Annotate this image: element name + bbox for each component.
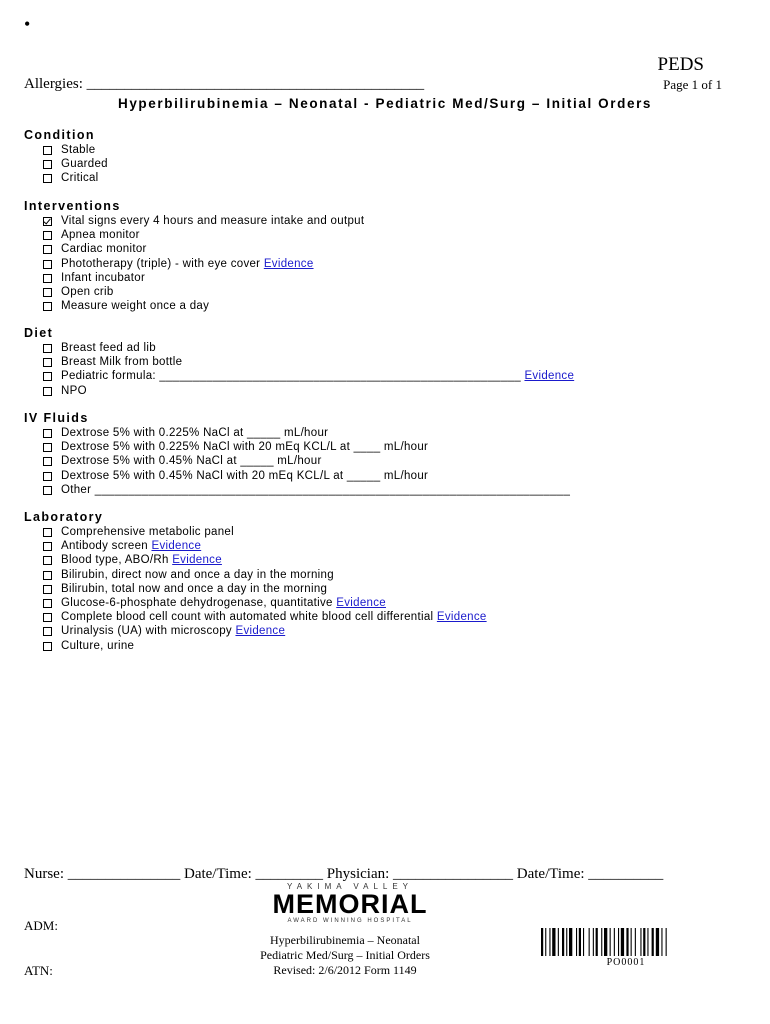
evidence-link[interactable]: Evidence [235, 625, 286, 638]
item-label: Dextrose 5% with 0.225% NaCl at _____ mL/hour [61, 427, 329, 439]
order-item[interactable] [24, 568, 487, 582]
checkbox[interactable] [43, 358, 52, 367]
checkbox[interactable] [43, 174, 52, 183]
barcode-text: PO0001 [606, 957, 646, 968]
checkbox[interactable] [43, 245, 52, 254]
item-label: Infant incubator [61, 271, 146, 284]
item-label: Glucose-6-phosphate dehydrogenase, quantitative [61, 596, 337, 609]
checkbox[interactable] [43, 528, 52, 537]
checkbox[interactable] [43, 486, 52, 495]
form-revision-line: Revised: 2/6/2012 Form 1149 [273, 963, 417, 977]
logo-main-text: MEMORIAL [272, 889, 428, 919]
section-title: Condition [24, 128, 95, 142]
checkbox[interactable] [43, 571, 52, 580]
checkbox[interactable] [43, 260, 52, 269]
checkbox[interactable] [43, 344, 52, 353]
item-label: Pediatric formula: ______________________________________________________ [61, 370, 525, 383]
checkbox[interactable] [43, 599, 52, 608]
atn-label: ATN: [24, 963, 53, 978]
bullet-mark: • [24, 14, 31, 34]
section-title: IV Fluids [24, 411, 89, 425]
item-label: Other _______________________________________________________________________ [61, 483, 571, 496]
interventions-section [24, 198, 364, 313]
checkbox[interactable] [43, 146, 52, 155]
order-item[interactable] [24, 355, 574, 369]
checkbox[interactable] [43, 627, 52, 636]
item-label: Urinalysis (UA) with microscopy [61, 625, 236, 638]
item-label: Cardiac monitor [61, 243, 147, 256]
item-label: Measure weight once a day [61, 300, 210, 313]
order-item[interactable] [24, 582, 487, 596]
order-item[interactable] [24, 214, 364, 228]
checkbox[interactable] [43, 387, 52, 396]
order-item[interactable] [24, 454, 570, 468]
hospital-logo [270, 882, 430, 924]
adm-label: ADM: [24, 918, 58, 933]
department-label: PEDS [657, 54, 704, 75]
checkbox[interactable] [43, 542, 52, 551]
order-item[interactable] [24, 228, 364, 242]
order-item[interactable] [24, 143, 108, 157]
evidence-link[interactable]: Evidence [336, 596, 386, 609]
order-item[interactable] [24, 299, 364, 313]
checkbox[interactable] [43, 443, 52, 452]
page-number: Page 1 of 1 [663, 77, 722, 92]
form-info [230, 933, 460, 978]
order-item[interactable] [24, 257, 364, 271]
checkbox[interactable] [43, 274, 52, 283]
item-label: NPO [61, 384, 87, 397]
laboratory-section [24, 509, 487, 653]
order-item[interactable] [24, 341, 574, 355]
checkbox[interactable] [43, 231, 52, 240]
checkbox-checked[interactable] [43, 217, 52, 226]
checkbox[interactable] [43, 472, 52, 481]
item-label: Antibody screen [61, 540, 152, 553]
item-label: Critical [61, 172, 99, 185]
order-item[interactable] [24, 553, 487, 567]
checkbox[interactable] [43, 288, 52, 297]
form-title-line: Hyperbilirubinemia – Neonatal [270, 933, 420, 947]
checkbox[interactable] [43, 372, 52, 381]
diet-section [24, 325, 574, 398]
item-label: Dextrose 5% with 0.45% NaCl with 20 mEq KCL/L at _____ mL/hour [61, 469, 429, 482]
order-item[interactable] [24, 610, 487, 624]
order-item[interactable] [24, 242, 364, 256]
item-label: Stable [61, 144, 96, 156]
section-title: Interventions [24, 199, 121, 213]
checkbox[interactable] [43, 429, 52, 438]
order-item[interactable] [24, 483, 570, 497]
signature-line[interactable]: Nurse: _______________ Date/Time: _________ Physician: ________________ Date/Time: __________ [24, 866, 664, 882]
checkbox[interactable] [43, 457, 52, 466]
checkbox[interactable] [43, 642, 52, 651]
item-label: Bilirubin, total now and once a day in the morning [61, 582, 328, 595]
order-item[interactable] [24, 157, 108, 171]
item-label: Dextrose 5% with 0.225% NaCl with 20 mEq KCL/L at ____ mL/hour [61, 441, 429, 454]
item-label: Breast feed ad lib [61, 342, 156, 354]
order-item[interactable] [24, 469, 570, 483]
order-item[interactable] [24, 525, 487, 539]
item-label: Culture, urine [61, 639, 135, 652]
checkbox[interactable] [43, 613, 52, 622]
evidence-link[interactable]: Evidence [151, 540, 202, 553]
form-subtitle-line: Pediatric Med/Surg – Initial Orders [260, 948, 430, 962]
evidence-link[interactable]: Evidence [524, 370, 575, 383]
order-item[interactable] [24, 384, 574, 398]
order-item[interactable] [24, 539, 487, 553]
evidence-link[interactable]: Evidence [436, 611, 487, 624]
item-label: Guarded [61, 158, 108, 171]
order-item[interactable] [24, 426, 570, 440]
order-item[interactable] [24, 624, 487, 638]
checkbox[interactable] [43, 585, 52, 594]
evidence-link[interactable]: Evidence [263, 257, 314, 270]
order-item[interactable] [24, 171, 108, 185]
order-item[interactable] [24, 639, 487, 653]
barcode-icon [541, 928, 711, 956]
logo-bottom-text: AWARD WINNING HOSPITAL [287, 918, 413, 924]
order-item[interactable] [24, 271, 364, 285]
item-label: Apnea monitor [61, 229, 140, 242]
checkbox[interactable] [43, 556, 52, 565]
evidence-link[interactable]: Evidence [172, 554, 222, 567]
section-title: Laboratory [24, 510, 104, 524]
item-label: Complete blood cell count with automated white blood cell differential [61, 611, 437, 624]
allergies-field[interactable]: Allergies: _____________________________________________ [24, 76, 425, 92]
item-label: Phototherapy (triple) - with eye cover [61, 257, 264, 270]
checkbox[interactable] [43, 160, 52, 169]
item-label: Vital signs every 4 hours and measure intake and output [61, 215, 365, 227]
order-item[interactable] [24, 285, 364, 299]
checkbox[interactable] [43, 302, 52, 311]
item-label: Comprehensive metabolic panel [61, 526, 234, 538]
section-title: Diet [24, 326, 54, 340]
item-label: Dextrose 5% with 0.45% NaCl at _____ mL/hour [61, 455, 322, 468]
item-label: Bilirubin, direct now and once a day in the morning [61, 568, 334, 581]
item-label: Blood type, ABO/Rh [61, 554, 173, 567]
item-label: Open crib [61, 285, 114, 298]
order-item[interactable] [24, 440, 570, 454]
logo-top-text: YAKIMA VALLEY [286, 882, 414, 891]
order-item[interactable] [24, 596, 487, 610]
item-label: Breast Milk from bottle [61, 356, 183, 369]
iv-fluids-section [24, 410, 570, 497]
condition-section [24, 127, 108, 186]
page-title: Hyperbilirubinemia – Neonatal - Pediatric Med/Surg – Initial Orders [117, 96, 653, 111]
order-item[interactable] [24, 369, 574, 383]
